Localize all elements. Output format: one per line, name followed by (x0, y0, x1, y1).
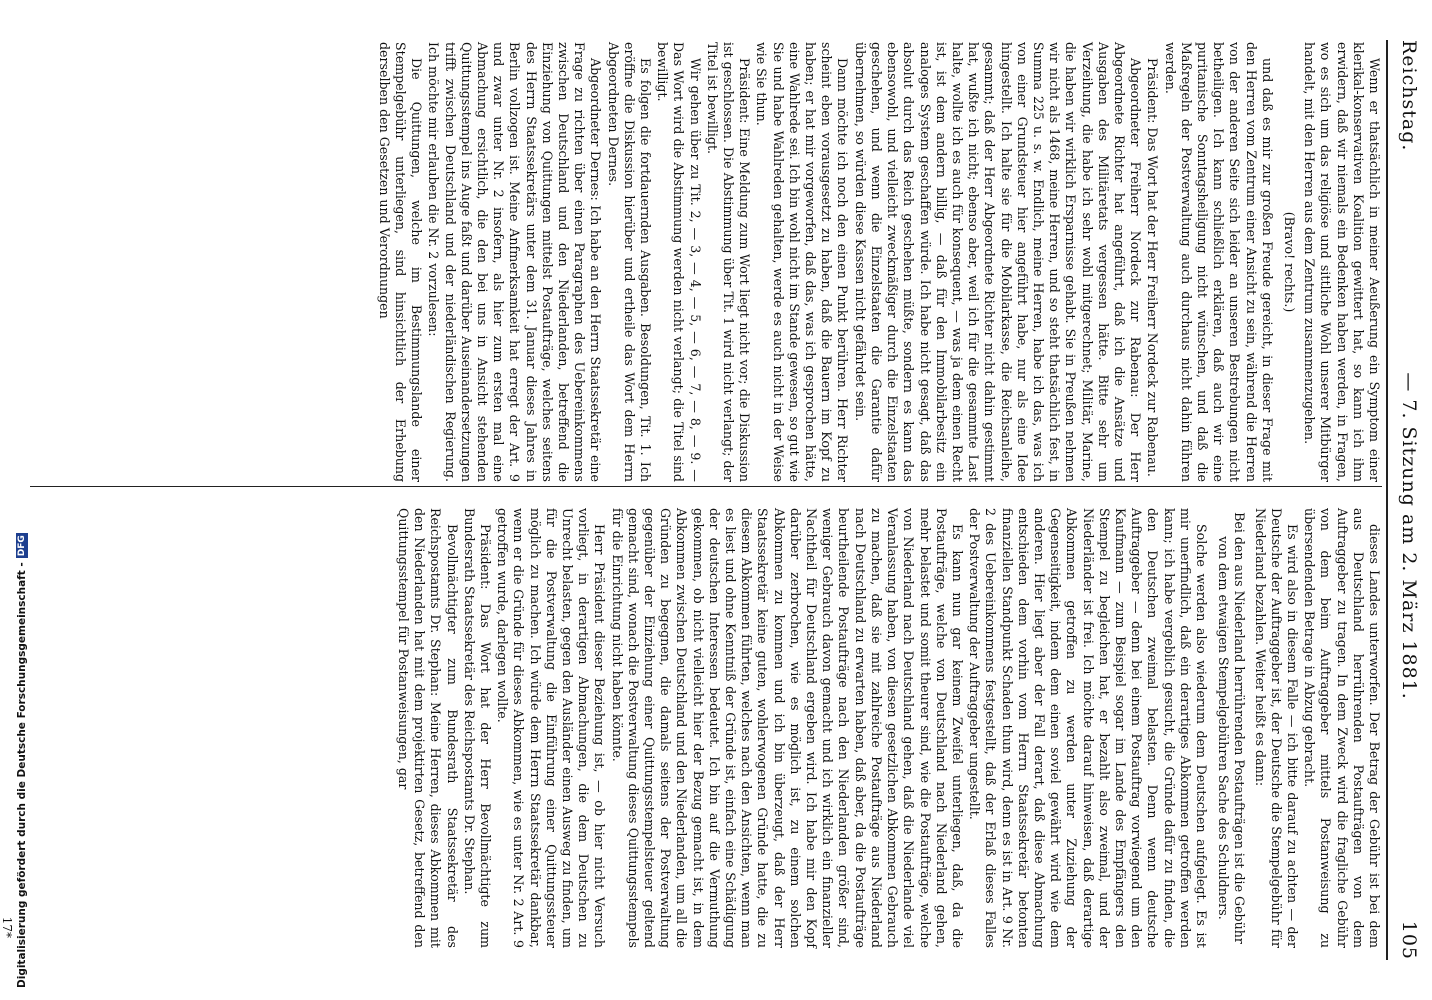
paragraph: Präsident: Das Wort hat der Herr Bevollmächtigte zum Bundesrath Staatssekretär des Reichspostamts Dr. Stephan. (461, 508, 494, 948)
paragraph: Abgeordneter Dernes: Ich habe an den Herrn Staatssekretär eine Frage zu richten über einen Paragraphen des Uebereinkommens zwischen Deutschland und den Niederlanden, betreffend die Einziehung von Quittungen mittelst Postaufträge, welches seitens des Herrn Staatssekretärs unter dem 31. Januar dieses Jahres in Berlin vollzogen ist. Meine Anfmerksamkeit hat erregt der Art. 9 und zwar unter Nr. 2 insofern, als hier zum ersten mal eine Abmachung ersichtlich, die den bei uns in Ansicht stehenden Quittungsstempel ins Auge faßt und darüber Auseinandersetzungen trifft zwischen Deutschland und der niederländischen Regierung. Ich möchte mir erlauben die Nr. 2 vorzulesen: (426, 42, 604, 482)
paragraph: Bei den aus Niederland herrührenden Postaufträgen ist die Gebühr von dem etwaigen Stempelgebühren Sache des Schuldners. (1216, 512, 1248, 944)
credit-label: Digitalisierung gefördert durch die Deutsche Forschungsgemeinschaft - (16, 562, 28, 988)
running-head-center: — 7. Sitzung am 2. März 1881. (1398, 372, 1420, 700)
signature-mark: 17* (0, 916, 14, 938)
paragraph: Die Quittungen, welche im Bestimmungslande einer Stempelgebühr unterliegen, sind hinsichtlich der Erhebung derselben den Gesetzen und Verordnungen (376, 42, 425, 482)
paragraph: Es kann nun gar keinem Zweifel unterliegen, daß, da die Postaufträge, welche von Deutschland nach Niederland gehen, mehr belastet und somit theurer sind, wie die Postaufträge, welche von Niederland nach Deutschland gehen, daß die Niederlande viel Veranlassung haben, von diesen gesetzlichen Abkommen Gebrauch zu machen, daß sie mit zahlreiche Postaufträge aus Niederland nach Deutschland zu erwarten haben, daß aber, da die Postaufträge beurtheilende Postaufträge nach den Niederlanden größer sind, weniger Gebrauch davon gemacht und ich wirklich ein finanzieller Nachtheil für Deutschland ergeben wird. Ich habe mir den Kopf darüber zerbrochen, wie es möglich ist, zu einem solchen Abkommen zu kommen und ich bin überzeugt, daß der Herr Staatssekretär keine guten, wohlerwogenen Gründe hatte, die zu diesem Abkommen führten, welches nach den Ansichten, wenn man es liest und ohne Kenntniß der Gründe ist, einfach eine Schädigung der deutschen Interessen bedeutet. Ich bin auf die Vermuthung gekommen, ob nicht vielleicht hier der Bezug gemacht ist, in dem Abkommen zwischen Deutschland und den Niederlanden, um all die Gründen zu begegnen, die damals seitens der Postverwaltung gegenüber der Einziehung einer Quittungsstempelsteuer geltend gemacht sind, wonach die Postverwaltung dieses Quittungsstempels für die Einrichtung nicht haben könnte. (609, 508, 965, 948)
paragraph: Wenn er thatsächlich in meiner Aeußerung ein Symptom einer klerikal-konservativen Koalition gewittert hat, so kann ich ihm erwidern, daß wir niemals ein Bedenken haben werden, in Fragen, wo es sich um das religiöse und sittliche Wohl unserer Mitbürger handelt, mit den Herren aus dem Zentrum zusammenzugehen. (1302, 42, 1382, 482)
paragraph: Solche werden also wiederum dem Deutschen aufgelegt. Es ist mir unerfindlich, daß ein derartiges Abkommen getroffen werden kann; ich habe vergeblich gesucht, die Gründe dafür zu finden, die den Deutschen zweimal belasten. Denn wenn deutsche Auftraggeber — denn bei einem Postauftrag vorwiegend um den Kaufmann — zum Beispiel sogar im Lande des Empfängers den Stempel zu begleichen hat, er bezahlt also zweimal, und der Niederländer ist frei. Ich möchte darauf hinweisen, daß derartige Abkommen getroffen zu werden unter Zuziehung der Gegenseitigkeit, indem dem einen soviel gewährt wird wie dem anderen. Hier liegt aber der Fall derart, daß diese Abmachung entschieden dem vorhin vom Herrn Staatssekretär betonten finanziellen Standpunkt Schaden thun wird, denn es ist in Art. 9 Nr. 2 des Uebereinkommens festgestellt, daß der Erlaß dieses Falles der Postverwaltung der Auftraggeber ungestellt. (967, 508, 1209, 948)
running-head-left: Reichstag. (1398, 40, 1420, 152)
paragraph: (Bravo! rechts.) (1281, 211, 1297, 313)
paragraph: Es wird also in diesem Falle — ich bitte darauf zu achten — der Deutsche der Auftraggeber ist, der Deutsche die Stempelgebühr für Niederland bezahlen. Weiter heißt es dann: (1252, 508, 1300, 948)
digitization-credit (12, 0, 32, 988)
paragraph: dieses Landes unterworfen. Der Betrag der Gebühr ist bei dem aus Deutschland herrührenden Postaufträgen von dem Auftraggeber zu tragen. In dem Zweck wird die fragliche Gebühr von dem beim Auftraggeber mittels Postanweisung zu übersendenden Betrage in Abzug gebracht. (1302, 508, 1382, 948)
paragraph: Es folgen die fortdauernden Ausgaben. Besoldungen, Tit. 1. Ich eröffne die Diskussion hierüber und ertheile das Wort dem Herrn Abgeordneten Dernes. (605, 42, 654, 482)
page-number: 105 (1398, 920, 1420, 960)
paragraph: Präsident: Eine Meldung zum Wort liegt nicht vor; die Diskussion ist geschlossen. Die Abstimmung über Tit. 1 wird nicht verlangt; der Titel ist bewilligt. (704, 42, 753, 482)
paragraph: Abgeordneter Freiherr Nordeck zur Rabenau: Der Herr Abgeordnete Richter hat angeführt, daß ich die Ansätze und Ausgaben des Militäretats vergessen hätte. Bitte sehr um Verzeihung, die habe ich sehr wohl mitgerechnet; Militär, Marine, die haben wir wirklich Ersparnisse gehabt. Sie in Preußen nehmen wir nicht als 1468, meine Herren, und so steht thatsächlich fest, in Summa 225 u. s. w. Endlich, meine Herren, habe ich das, was ich von einer Grundsteuer hier angeführt habe, nur als eine Idee hingestellt. Ich halte sie für die Mobilarkasse, die Reichsanleihe, gesammt; daß der Herr Abgeordnete Richter nicht dahin gestimmt hat, wußte ich nicht; ebenso aber, weil ich für die gesammte Last halte, wollte ich es auch für konsequent, — was ja dem einen Recht ist, ist dem andern billig, — daß für den Immobilarbesitz ein analoges System geschaffen würde. Ich habe nicht gesagt, daß das absolut durch das Reich geschehen müßte, sondern es kann das ebensowohl, und vielleicht zweckmäßiger durch die Einzelstaaten geschehen, und wenn die Einzelstaaten die Garantie dafür übernehmen, so würden diese Kassen nicht gefährdet sein. (852, 42, 1144, 482)
running-head (1392, 40, 1426, 960)
paragraph: Präsident: Das Wort hat der Herr Freiherr Nordeck zur Rabenau. (1145, 58, 1161, 477)
dfg-logo-icon: DFG (17, 535, 27, 557)
paragraph: und daß es mir zur großen Freude gereicht, in dieser Frage mit den Herren vom Zentrum einer Ansicht zu sein, während die Herren von der anderen Seite sich leider an unseren Bestrebungen nicht betheiligen. Ich kann schließlich erklären, daß auch wir eine puritanische Sonntagsheiligung nicht wünschen, und daß die Maßregeln der Postverwaltung auch durchaus nicht dahin führen werden. (1162, 42, 1275, 482)
paragraph: Herr Präsident dieser Beziehung ist, — ob hier nicht Versuch vorliegt, in derartigen Abmachungen, die dem Deutschen zu Unrecht belasten, gegen den Ausländer einen Ausweg zu finden, um für die Postverwaltung die Einführung einer Quittungssteuer möglich zu machen. Ich würde dem Herrn Staatssekretär dankbar, wenn er die Gründe für dieses Abkommen, wie es unter Nr. 2 Art. 9 getroffen wurde, darlegen wollte. (495, 508, 608, 948)
header-rule (1386, 40, 1388, 960)
paragraph: Wir gehen über zu Tit. 2, — 3, — 4, — 5, — 6, — 7, — 8, — 9. — Das Wort wird die Abstimmung werden nicht verlangt; die Titel sind bewilligt. (655, 42, 703, 482)
paragraph: Dann möchte ich noch den einen Punkt berühren. Herr Richter scheint eben vorausgesetzt zu haben, daß die Bauern im Kopf zu haben; er hat mir vorgeworfen, daß das, was ich gesprochen hätte, eine Wahlrede sei. Ich bin wohl nicht im Stande gewesen, so gut wie Sie und habe Wahlreden gehalten, werde es auch nicht in der Weise wie Sie thun. (754, 42, 851, 482)
paragraph: Bevollmächtigter zum Bundesrath Staatssekretär des Reichspostamts Dr. Stephan: Meine Herren, dieses Abkommen mit den Niederlanden hat mit dem projektirten Gesetz, betreffend den Quittungsstempel für Postanweisungen, gar (396, 508, 460, 948)
